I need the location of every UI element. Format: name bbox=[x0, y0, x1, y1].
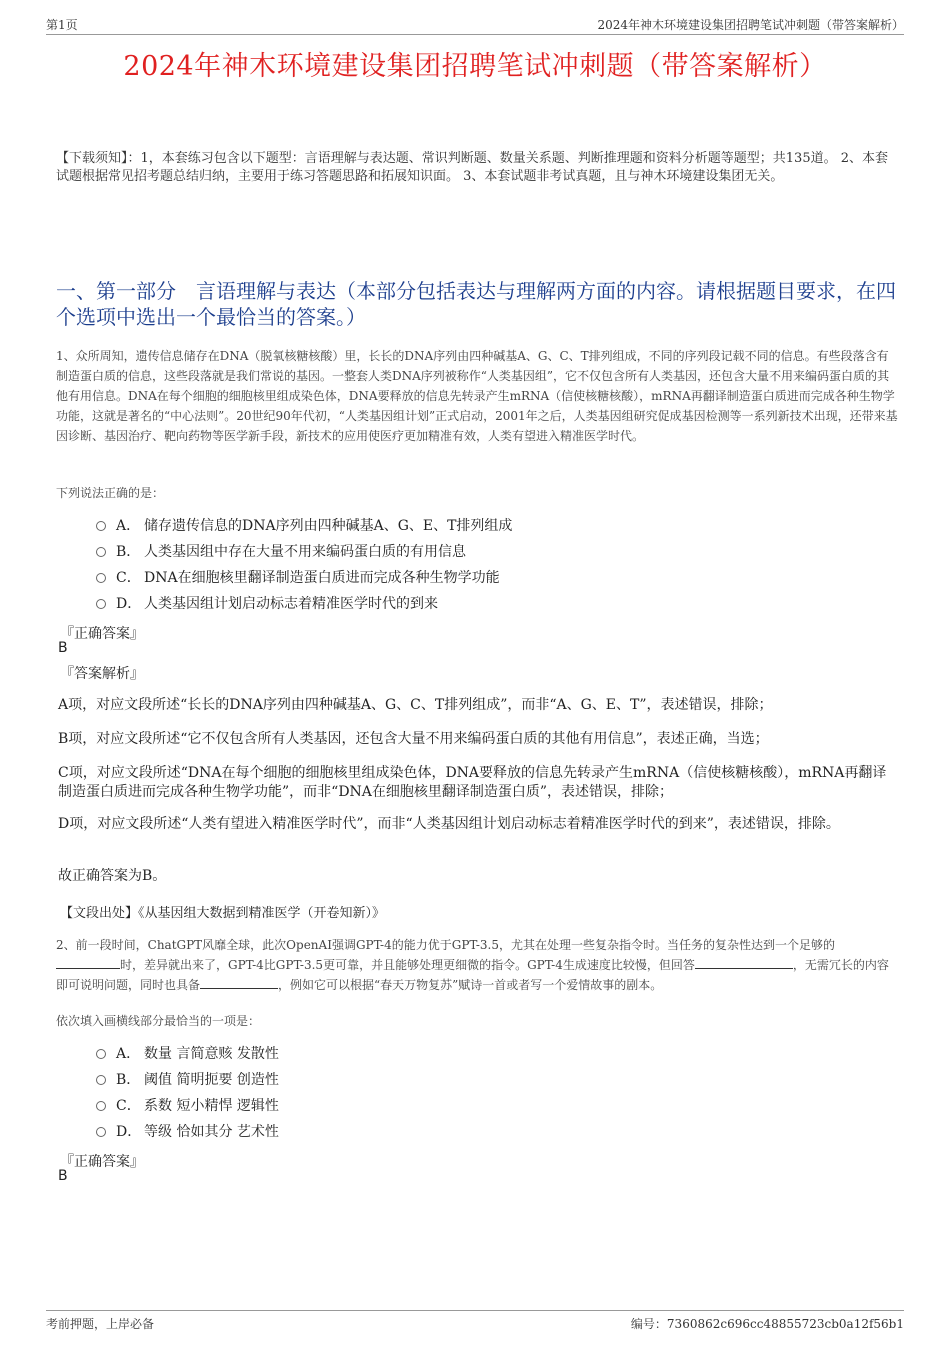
page-footer bbox=[46, 1310, 904, 1331]
page-number: 第1页 bbox=[46, 18, 78, 32]
page-header bbox=[46, 14, 904, 35]
download-notice: 【下载须知】：1，本套练习包含以下题型：言语理解与表达题、常识判断题、数量关系题、判断推理题和资料分析题等题型；共135道。 2、本套试题根据常见招考题总结归纳，主要用于练习答题思路和拓展知识面。 3、本套试题非考试真题，且与神木环境建设集团无关。 bbox=[56, 151, 888, 184]
question-1-prompt: 下列说法正确的是： bbox=[56, 486, 165, 500]
question-2-option-c[interactable]: C． 系数 短小精悍 逻辑性 bbox=[96, 1094, 279, 1116]
question-1-passage: 1、众所周知，遗传信息储存在DNA（脱氧核糖核酸）里，长长的DNA序列由四种碱基A、G、C、T排列组成，不同的序列段记载不同的信息。有些段落含有制造蛋白质的信息，这些段落就是我们常说的基因。一整套人类DNA序列被称作“人类基因组”，它不仅包含所有人类基因，还包含大量不用来编码蛋白质的其他有用信息。DNA在每个细胞的细胞核里组成染色体，DNA要释放的信息先转录产生mRNA（信使核糖核酸），mRNA再翻译制造蛋白质进而完成各种生物学功能，这就是著名的“中心法则”。20世纪90年代初，“人类基因组计划”正式启动，2001年之后，人类基因组研究促成基因检测等一系列新技术出现，还带来基因诊断、基因治疗、靶向药物等医学新手段，新技术的应用使医疗更加精准有效，人类有望进入精准医学时代。 bbox=[56, 349, 898, 443]
section-title: 一、第一部分 言语理解与表达（本部分包括表达与理解两方面的内容。请根据题目要求，在四个选项中选出一个最恰当的答案。） bbox=[56, 279, 896, 329]
question-1-answer: B bbox=[58, 640, 68, 656]
fill-blank-2 bbox=[695, 956, 793, 969]
question-2-prompt: 依次填入画横线部分最恰当的一项是： bbox=[56, 1014, 261, 1028]
radio-icon[interactable] bbox=[96, 573, 106, 583]
header-doc-title: 2024年神木环境建设集团招聘笔试冲刺题（带答案解析） bbox=[597, 18, 904, 32]
question-1-option-a[interactable]: A． 储存遗传信息的DNA序列由四种碱基A、G、E、T排列组成 bbox=[96, 514, 512, 536]
question-1-analysis-label: 『答案解析』 bbox=[60, 666, 144, 682]
radio-icon[interactable] bbox=[96, 1127, 106, 1137]
footer-slogan: 考前押题，上岸必备 bbox=[46, 1317, 155, 1331]
analysis-item-a: A项，对应文段所述“长长的DNA序列由四种碱基A、G、C、T排列组成”，而非“A、G、E、T”，表述错误，排除； bbox=[58, 697, 773, 713]
question-1-option-c[interactable]: C． DNA在细胞核里翻译制造蛋白质进而完成各种生物学功能 bbox=[96, 566, 500, 588]
fill-blank-1 bbox=[56, 956, 120, 969]
analysis-item-d: D项，对应文段所述“人类有望进入精准医学时代”，而非“人类基因组计划启动标志着精准医学时代的到来”，表述错误，排除。 bbox=[58, 816, 840, 832]
radio-icon[interactable] bbox=[96, 547, 106, 557]
question-1-option-d[interactable]: D． 人类基因组计划启动标志着精准医学时代的到来 bbox=[96, 592, 438, 614]
radio-icon[interactable] bbox=[96, 1101, 106, 1111]
radio-icon[interactable] bbox=[96, 1075, 106, 1085]
question-2-option-b[interactable]: B． 阈值 简明扼要 创造性 bbox=[96, 1068, 279, 1090]
question-1-answer-label: 『正确答案』 bbox=[60, 626, 144, 642]
document-title: 2024年神木环境建设集团招聘笔试冲刺题（带答案解析） bbox=[123, 51, 827, 82]
radio-icon[interactable] bbox=[96, 1049, 106, 1059]
radio-icon[interactable] bbox=[96, 599, 106, 609]
question-1-option-b[interactable]: B． 人类基因组中存在大量不用来编码蛋白质的有用信息 bbox=[96, 540, 466, 562]
passage-source: 【文段出处】《从基因组大数据到精准医学（开卷知新）》 bbox=[60, 906, 386, 921]
question-2-answer-label: 『正确答案』 bbox=[60, 1154, 144, 1170]
analysis-conclusion: 故正确答案为B。 bbox=[58, 868, 167, 884]
analysis-item-c: C项，对应文段所述“DNA在每个细胞的细胞核里组成染色体，DNA要释放的信息先转录产生mRNA（信使核糖核酸），mRNA再翻译制造蛋白质进而完成各种生物学功能”，而非“DNA在细胞核里翻译制造蛋白质”，表述错误，排除； bbox=[58, 765, 887, 800]
radio-icon[interactable] bbox=[96, 521, 106, 531]
question-2-answer: B bbox=[58, 1168, 68, 1184]
footer-serial: 编号：7360862c696cc48855723cb0a12f56b1 bbox=[630, 1317, 904, 1331]
question-2-option-d[interactable]: D． 等级 恰如其分 艺术性 bbox=[96, 1120, 279, 1142]
question-2-option-a[interactable]: A． 数量 言简意赅 发散性 bbox=[96, 1042, 279, 1064]
analysis-item-b: B项，对应文段所述“它不仅包含所有人类基因，还包含大量不用来编码蛋白质的其他有用信息”，表述正确，当选； bbox=[58, 731, 769, 747]
fill-blank-3 bbox=[200, 976, 278, 989]
question-2-passage: 2、前一段时间，ChatGPT风靡全球，此次OpenAI强调GPT-4的能力优于GPT-3.5，尤其在处理一些复杂指令时。当任务的复杂性达到一个足够的时，差异就出来了，GPT-4比GPT-3.5更可靠，并且能够处理更细微的指令。GPT-4生成速度比较慢，但回答 ，无需冗长的内容即可说明问题，同时也具备 ，例如它可以根据“春天万物复苏”赋诗一首或者写一个爱情故事的剧本。 bbox=[56, 938, 889, 992]
